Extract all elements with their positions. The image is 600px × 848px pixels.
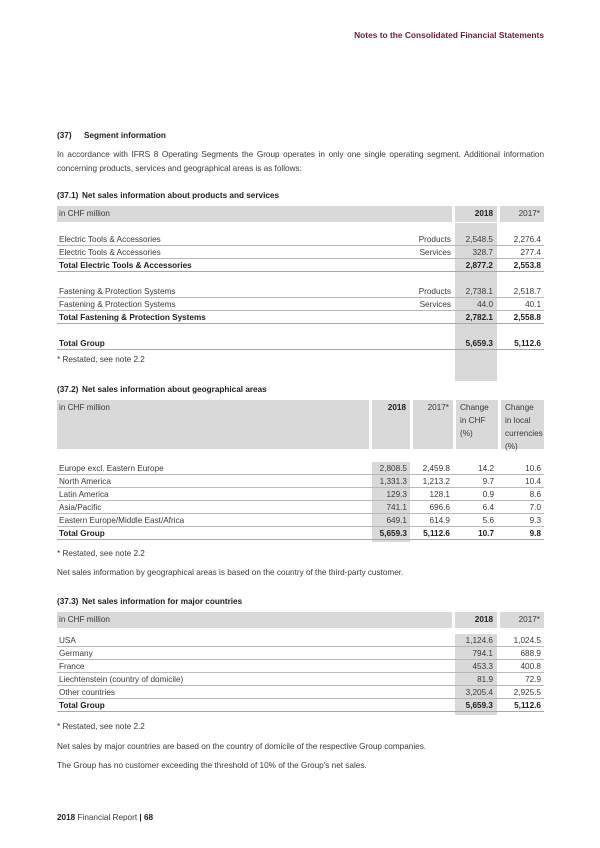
value-2017: 2,558.8	[513, 313, 541, 322]
header-2017: 2017*	[413, 400, 453, 449]
value-2017: 40.1	[525, 300, 541, 309]
value-change-chf: 6.4	[482, 503, 494, 512]
table-row-grand-total	[57, 699, 544, 712]
footer-separator: |	[139, 813, 142, 822]
value-2018: 328.7	[472, 248, 493, 257]
value-change-chf: 9.7	[482, 477, 494, 486]
table-row	[57, 501, 544, 514]
row-label: France	[59, 662, 85, 671]
value-change-chf: 10.7	[478, 529, 494, 538]
table-row	[57, 488, 544, 501]
header-unit: in CHF million	[57, 612, 452, 628]
value-2018: 649.1	[386, 516, 407, 525]
subsection-number: (37.1)	[57, 191, 79, 200]
table-major-countries	[57, 612, 544, 712]
table-row-total	[57, 311, 544, 324]
row-type: Products	[418, 287, 451, 296]
value-change-local: 9.3	[529, 516, 541, 525]
table-geographical-areas	[57, 400, 544, 540]
section-number: (37)	[57, 131, 72, 140]
row-label: Electric Tools & Accessories	[59, 235, 161, 244]
row-label: Europe excl. Eastern Europe	[59, 464, 164, 473]
header-unit: in CHF million	[57, 400, 369, 449]
value-change-local: 9.8	[529, 529, 541, 538]
table-row	[57, 686, 544, 699]
header-2017: 2017*	[500, 206, 544, 222]
value-change-chf: 14.2	[478, 464, 494, 473]
value-2017: 1,024.5	[513, 636, 541, 645]
value-2017: 5,112.6	[514, 701, 541, 710]
note-customer-threshold: The Group has no customer exceeding the threshold of 10% of the Group's net sales.	[57, 761, 367, 770]
row-label: USA	[59, 636, 76, 645]
value-2018: 453.3	[472, 662, 493, 671]
table-row	[57, 660, 544, 673]
table-row-grand-total	[57, 337, 544, 350]
value-2018: 2,782.1	[465, 313, 493, 322]
value-2018: 794.1	[472, 649, 493, 658]
value-2017: 2,518.7	[513, 287, 541, 296]
value-2017: 2,925.5	[513, 688, 541, 697]
value-change-local: 10.4	[525, 477, 541, 486]
row-label: Total Group	[59, 339, 105, 348]
header-2017: 2017*	[500, 612, 544, 628]
header-2018: 2018	[455, 612, 497, 628]
subsection-heading: Net sales information for major countries	[82, 597, 243, 606]
header-2018: 2018	[455, 206, 497, 222]
row-label: Germany	[59, 649, 93, 658]
row-label: Total Group	[59, 701, 105, 710]
table-row-grand-total	[57, 527, 544, 540]
footer-year: 2018	[57, 813, 76, 822]
row-label: Asia/Pacific	[59, 503, 102, 512]
subsection-number: (37.2)	[57, 385, 79, 394]
row-label: Fastening & Protection Systems	[59, 300, 176, 309]
table-header	[57, 206, 544, 222]
header-change-local: Change in local currencies (%)	[501, 400, 544, 449]
value-change-local: 7.0	[529, 503, 541, 512]
value-change-local: 10.6	[525, 464, 541, 473]
table-header	[57, 612, 544, 628]
footnote-restated: * Restated, see note 2.2	[57, 355, 145, 364]
value-2018: 3,205.4	[465, 688, 493, 697]
row-label: Total Electric Tools & Accessories	[59, 261, 192, 270]
value-change-local: 8.6	[529, 490, 541, 499]
table-row	[57, 647, 544, 660]
value-2018: 1,331.3	[379, 477, 407, 486]
value-2018: 81.9	[477, 675, 493, 684]
header-change-chf: Change in CHF (%)	[456, 400, 498, 449]
subsection-heading: Net sales information about products and services	[82, 191, 280, 200]
table-row	[57, 475, 544, 488]
table-row	[57, 285, 544, 298]
row-label: Liechtenstein (country of domicile)	[59, 675, 184, 684]
value-2017: 400.8	[520, 662, 541, 671]
table-row	[57, 514, 544, 527]
page-footer	[57, 813, 153, 822]
table-row	[57, 673, 544, 686]
subsection-title-37-1	[57, 191, 279, 200]
row-label: Eastern Europe/Middle East/Africa	[59, 516, 185, 525]
section-intro: In accordance with IFRS 8 Operating Segments the Group operates in only one single operating segment. Additional information concerning products, services and geographical areas is as follows:	[57, 150, 544, 173]
row-label: Electric Tools & Accessories	[59, 248, 161, 257]
value-2017: 696.6	[429, 503, 450, 512]
value-2018: 44.0	[477, 300, 493, 309]
value-2017: 2,459.8	[422, 464, 450, 473]
note-geographical-basis: Net sales information by geographical areas is based on the country of the third-party customer.	[57, 568, 404, 577]
value-2018: 5,659.3	[465, 339, 493, 348]
section-title	[57, 131, 166, 140]
table-products-services	[57, 206, 544, 350]
value-2017: 5,112.6	[423, 529, 450, 538]
value-2017: 72.9	[525, 675, 541, 684]
header-2018: 2018	[372, 400, 410, 449]
value-2018: 5,659.3	[379, 529, 407, 538]
value-2018: 2,548.5	[465, 235, 493, 244]
row-label: Fastening & Protection Systems	[59, 287, 176, 296]
subsection-title-37-2	[57, 385, 267, 394]
value-2018: 741.1	[386, 503, 407, 512]
row-label: Total Group	[59, 529, 105, 538]
row-type: Services	[419, 300, 451, 309]
value-2017: 5,112.6	[514, 339, 541, 348]
value-2018: 5,659.3	[465, 701, 493, 710]
row-type: Services	[419, 248, 451, 257]
value-change-chf: 0.9	[482, 490, 494, 499]
note-countries-basis: Net sales by major countries are based on the country of domicile of the respective Group companies.	[57, 742, 427, 751]
table-row	[57, 233, 544, 246]
value-2017: 2,276.4	[513, 235, 541, 244]
value-2017: 688.9	[520, 649, 541, 658]
row-label: Total Fastening & Protection Systems	[59, 313, 206, 322]
table-row	[57, 462, 544, 475]
value-2018: 2,877.2	[465, 261, 493, 270]
header-unit: in CHF million	[57, 206, 452, 222]
table-row	[57, 246, 544, 259]
value-2017: 128.1	[429, 490, 450, 499]
table-header	[57, 400, 544, 449]
footer-report: Financial Report	[77, 813, 138, 822]
table-row	[57, 298, 544, 311]
value-2018: 1,124.6	[465, 636, 493, 645]
row-type: Products	[418, 235, 451, 244]
value-2018: 2,808.5	[379, 464, 407, 473]
value-2017: 1,213.2	[422, 477, 450, 486]
table-row-total	[57, 259, 544, 272]
value-2017: 614.9	[429, 516, 450, 525]
value-2018: 129.3	[386, 490, 407, 499]
running-header: Notes to the Consolidated Financial Statements	[354, 30, 544, 40]
value-change-chf: 5.6	[482, 516, 494, 525]
subsection-title-37-3	[57, 597, 242, 606]
row-label: Other countries	[59, 688, 115, 697]
footnote-restated: * Restated, see note 2.2	[57, 722, 145, 731]
subsection-heading: Net sales information about geographical areas	[82, 385, 267, 394]
subsection-number: (37.3)	[57, 597, 79, 606]
page-number: 68	[143, 813, 154, 822]
value-2017: 277.4	[520, 248, 541, 257]
table-row	[57, 634, 544, 647]
section-heading: Segment information	[84, 131, 166, 140]
row-label: Latin America	[59, 490, 109, 499]
row-label: North America	[59, 477, 111, 486]
value-2017: 2,553.8	[513, 261, 541, 270]
footnote-restated: * Restated, see note 2.2	[57, 549, 145, 558]
value-2018: 2,738.1	[465, 287, 493, 296]
